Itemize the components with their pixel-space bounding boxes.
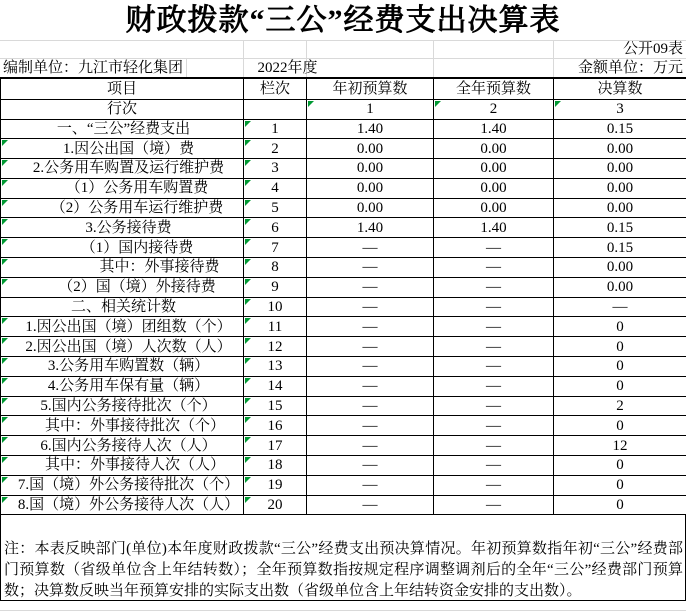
annual-budget-cell: — bbox=[434, 238, 554, 258]
line-number-cell: 19 bbox=[244, 475, 307, 495]
item-cell: （1）国内接待费 bbox=[1, 238, 244, 258]
table-row bbox=[1, 436, 686, 456]
table-row bbox=[1, 456, 686, 476]
line-number-cell: 10 bbox=[244, 297, 307, 317]
item-cell: 2.公务用车购置及运行维护费 bbox=[1, 159, 244, 179]
amount-unit-label: 金额单位：万元 bbox=[577, 60, 683, 76]
table-row bbox=[1, 238, 686, 258]
initial-budget-cell: — bbox=[307, 357, 434, 377]
sheet-number: 公开09表 bbox=[622, 41, 683, 57]
final-accounts-cell: 0 bbox=[554, 376, 686, 396]
line-number-cell: 1 bbox=[244, 119, 307, 139]
line-number-cell: 14 bbox=[244, 376, 307, 396]
initial-budget-cell: 0.00 bbox=[307, 139, 434, 159]
item-cell: 7.国（境）外公务接待批次（个） bbox=[1, 475, 244, 495]
table-row bbox=[1, 357, 686, 377]
initial-budget-cell: — bbox=[307, 317, 434, 337]
annual-budget-cell: 0.00 bbox=[434, 139, 554, 159]
line-number-cell: 20 bbox=[244, 495, 307, 515]
line-number-cell: 5 bbox=[244, 198, 307, 218]
final-accounts-cell: 0.00 bbox=[554, 198, 686, 218]
page-title: 财政拨款“三公”经费支出决算表 bbox=[125, 4, 561, 37]
line-number-cell: 3 bbox=[244, 159, 307, 179]
annual-budget-cell: — bbox=[434, 495, 554, 515]
initial-budget-cell: — bbox=[307, 376, 434, 396]
table-row bbox=[1, 277, 686, 297]
initial-budget-cell: 0.00 bbox=[307, 198, 434, 218]
annual-budget-cell: — bbox=[434, 475, 554, 495]
final-accounts-cell: 0.00 bbox=[554, 277, 686, 297]
final-accounts-cell: 0.15 bbox=[554, 218, 686, 238]
final-accounts-cell: 12 bbox=[554, 436, 686, 456]
final-accounts-cell: 0 bbox=[554, 357, 686, 377]
expense-table bbox=[0, 77, 686, 515]
annual-budget-cell: — bbox=[434, 376, 554, 396]
final-accounts-cell: 2 bbox=[554, 396, 686, 416]
org-label: 编制单位：九江市轻化集团 bbox=[3, 60, 184, 76]
final-accounts-cell: 0 bbox=[554, 416, 686, 436]
final-accounts-cell: 0.00 bbox=[554, 159, 686, 179]
item-cell: 一、“三公”经费支出 bbox=[1, 119, 244, 139]
initial-budget-cell: — bbox=[307, 297, 434, 317]
annual-budget-cell: — bbox=[434, 416, 554, 436]
table-row bbox=[1, 495, 686, 515]
initial-budget-cell: — bbox=[307, 416, 434, 436]
table-row bbox=[1, 159, 686, 179]
final-accounts-cell: 0 bbox=[554, 337, 686, 357]
item-cell: 8.国（境）外公务接待人次（人） bbox=[1, 495, 244, 515]
annual-budget-cell: — bbox=[434, 258, 554, 278]
line-index-label: 行次 bbox=[1, 99, 244, 119]
final-accounts-cell: 0.00 bbox=[554, 139, 686, 159]
annual-budget-cell: 0.00 bbox=[434, 198, 554, 218]
item-cell: 1.因公出国（境）费 bbox=[1, 139, 244, 159]
table-row bbox=[1, 258, 686, 278]
table-row bbox=[1, 337, 686, 357]
initial-budget-cell: — bbox=[307, 277, 434, 297]
item-cell: 2.因公出国（境）人次数（人） bbox=[1, 337, 244, 357]
annual-budget-cell: — bbox=[434, 297, 554, 317]
final-accounts-cell: 0 bbox=[554, 456, 686, 476]
annual-budget-cell: 0.00 bbox=[434, 159, 554, 179]
line-index-2: 2 bbox=[434, 99, 554, 119]
item-cell: 3.公务接待费 bbox=[1, 218, 244, 238]
table-row bbox=[1, 317, 686, 337]
item-cell: 其中：外事接待费 bbox=[1, 258, 244, 278]
line-index-row bbox=[1, 99, 686, 119]
item-cell: （2）公务用车运行维护费 bbox=[1, 198, 244, 218]
initial-budget-cell: 0.00 bbox=[307, 159, 434, 179]
gridline bbox=[0, 610, 686, 611]
line-number-cell: 17 bbox=[244, 436, 307, 456]
sheet-number-row bbox=[0, 41, 686, 58]
meta-area bbox=[0, 40, 686, 77]
col-header-line: 栏次 bbox=[244, 78, 307, 99]
line-number-cell: 2 bbox=[244, 139, 307, 159]
item-cell: 1.因公出国（境）团组数（个） bbox=[1, 317, 244, 337]
annual-budget-cell: — bbox=[434, 317, 554, 337]
annual-budget-cell: — bbox=[434, 277, 554, 297]
line-number-cell: 12 bbox=[244, 337, 307, 357]
item-cell: 6.国内公务接待人次（人） bbox=[1, 436, 244, 456]
annual-budget-cell: — bbox=[434, 456, 554, 476]
initial-budget-cell: — bbox=[307, 436, 434, 456]
final-accounts-cell: 0 bbox=[554, 317, 686, 337]
table-row bbox=[1, 376, 686, 396]
table-row bbox=[1, 416, 686, 436]
annual-budget-cell: 0.00 bbox=[434, 178, 554, 198]
line-number-cell: 4 bbox=[244, 178, 307, 198]
initial-budget-cell: — bbox=[307, 456, 434, 476]
annual-budget-cell: — bbox=[434, 396, 554, 416]
line-number-cell: 13 bbox=[244, 357, 307, 377]
final-accounts-cell: 0.00 bbox=[554, 258, 686, 278]
final-accounts-cell: 0 bbox=[554, 475, 686, 495]
bottom-strip bbox=[0, 601, 686, 616]
table-row bbox=[1, 297, 686, 317]
line-number-cell: 9 bbox=[244, 277, 307, 297]
item-cell: （2）国（境）外接待费 bbox=[1, 277, 244, 297]
table-row bbox=[1, 475, 686, 495]
item-cell: 5.国内公务接待批次（个） bbox=[1, 396, 244, 416]
line-number-cell: 11 bbox=[244, 317, 307, 337]
table-row bbox=[1, 218, 686, 238]
final-accounts-cell: 0.15 bbox=[554, 119, 686, 139]
annual-budget-cell: 1.40 bbox=[434, 218, 554, 238]
line-number-cell: 16 bbox=[244, 416, 307, 436]
table-row bbox=[1, 178, 686, 198]
table-row bbox=[1, 139, 686, 159]
year-label: 2022年度 bbox=[257, 60, 318, 76]
initial-budget-cell: — bbox=[307, 337, 434, 357]
table-row bbox=[1, 119, 686, 139]
item-cell: （1）公务用车购置费 bbox=[1, 178, 244, 198]
initial-budget-cell: 0.00 bbox=[307, 178, 434, 198]
initial-budget-cell: — bbox=[307, 238, 434, 258]
final-accounts-cell: — bbox=[554, 297, 686, 317]
item-cell: 3.公务用车购置数（辆） bbox=[1, 357, 244, 377]
final-accounts-cell: 0.15 bbox=[554, 238, 686, 258]
initial-budget-cell: — bbox=[307, 396, 434, 416]
final-accounts-cell: 0 bbox=[554, 495, 686, 515]
line-index-blank-cell bbox=[244, 99, 307, 119]
col-header-item: 项目 bbox=[1, 78, 244, 99]
line-index-1: 1 bbox=[307, 99, 434, 119]
table-row bbox=[1, 396, 686, 416]
header-row bbox=[1, 78, 686, 99]
table-row bbox=[1, 198, 686, 218]
initial-budget-cell: — bbox=[307, 495, 434, 515]
item-cell: 其中：外事接待批次（个） bbox=[1, 416, 244, 436]
annual-budget-cell: — bbox=[434, 357, 554, 377]
col-header-annual-budget: 全年预算数 bbox=[434, 78, 554, 99]
annual-budget-cell: 1.40 bbox=[434, 119, 554, 139]
col-header-initial-budget: 年初预算数 bbox=[307, 78, 434, 99]
item-cell: 其中：外事接待人次（人） bbox=[1, 456, 244, 476]
col-header-final-accounts: 决算数 bbox=[554, 78, 686, 99]
line-number-cell: 18 bbox=[244, 456, 307, 476]
line-number-cell: 8 bbox=[244, 258, 307, 278]
initial-budget-cell: — bbox=[307, 258, 434, 278]
line-number-cell: 6 bbox=[244, 218, 307, 238]
annual-budget-cell: — bbox=[434, 436, 554, 456]
line-index-3: 3 bbox=[554, 99, 686, 119]
final-accounts-cell: 0.00 bbox=[554, 178, 686, 198]
initial-budget-cell: 1.40 bbox=[307, 218, 434, 238]
line-number-cell: 7 bbox=[244, 238, 307, 258]
note-text: 注：本表反映部门(单位)本年度财政拨款“三公”经费支出预决算情况。年初预算数指年初“三公”经费部门预算数（省级单位含上年结转数）；全年预算数指按规定程序调整调剂后的全年“三公”经费部门预算数；决算数反映当年预算安排的实际支出数（省级单位含上年结转资金安排的支出数）。 bbox=[0, 515, 686, 601]
item-cell: 4.公务用车保有量（辆） bbox=[1, 376, 244, 396]
annual-budget-cell: — bbox=[434, 337, 554, 357]
initial-budget-cell: 1.40 bbox=[307, 119, 434, 139]
initial-budget-cell: — bbox=[307, 475, 434, 495]
line-number-cell: 15 bbox=[244, 396, 307, 416]
unit-info-row bbox=[0, 58, 686, 78]
item-cell: 二、相关统计数 bbox=[1, 297, 244, 317]
